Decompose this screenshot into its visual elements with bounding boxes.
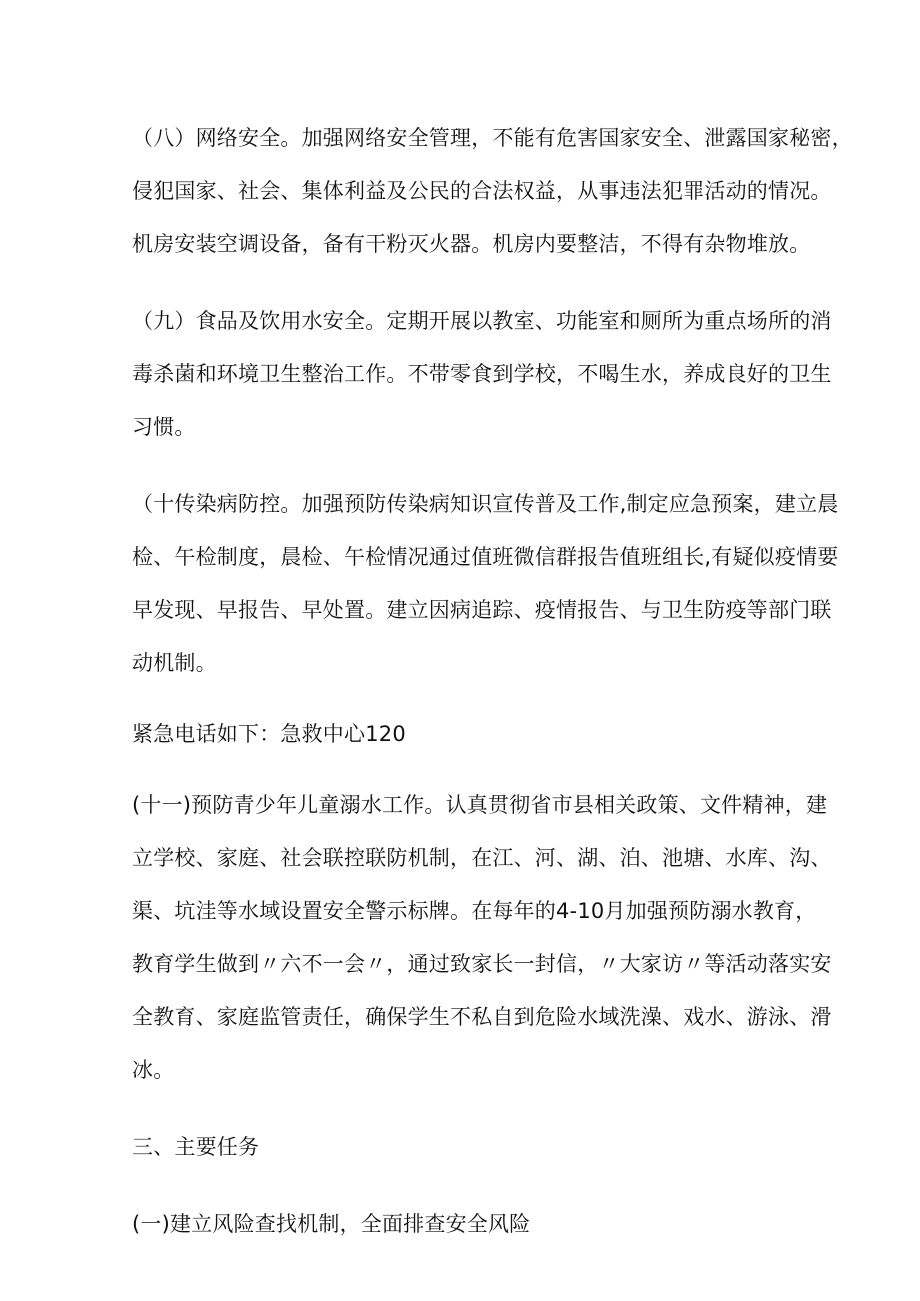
text-line: 冰。 bbox=[132, 1058, 175, 1082]
text-line: 教育学生做到〃六不一会〃，通过致家长一封信，〃大家访〃等活动落实安 bbox=[132, 952, 832, 976]
heading-text: (一)建立风险查找机制，全面排查安全风险 bbox=[132, 1212, 531, 1236]
text-line: 侵犯国家、社会、集体利益及公民的合法权益，从事违法犯罪活动的情况。 bbox=[132, 179, 832, 203]
paragraph-gap bbox=[132, 690, 822, 708]
text-line: 动机制。 bbox=[132, 651, 217, 675]
document-body bbox=[132, 112, 853, 1251]
paragraph-disease-control bbox=[132, 478, 839, 690]
text-line: 紧急电话如下：急救中心120 bbox=[132, 722, 406, 746]
subsection-heading-risk-mechanism bbox=[132, 1198, 822, 1251]
text-line: 全教育、家庭监管责任，确保学生不私自到危险水域洗澡、戏水、游泳、滑 bbox=[132, 1005, 832, 1029]
text-line: 渠、坑洼等水域设置安全警示标牌。在每年的4-10月加强预防溺水教育， bbox=[132, 899, 817, 923]
emergency-phone-line bbox=[132, 708, 822, 761]
text-line: （九）食品及饮用水安全。定期开展以教室、功能室和厕所为重点场所的消 bbox=[132, 309, 832, 333]
text-line: 机房安装空调设备，备有干粉灭火器。机房内要整洁，不得有杂物堆放。 bbox=[132, 232, 811, 256]
text-line: (十一)预防青少年儿童溺水工作。认真贯彻省市县相关政策、文件精神，建 bbox=[132, 793, 828, 817]
paragraph-gap bbox=[132, 1174, 822, 1198]
paragraph-gap bbox=[132, 1097, 822, 1121]
paragraph-gap bbox=[132, 271, 822, 295]
paragraph-drowning-prevention bbox=[132, 779, 832, 1097]
heading-text: 三、主要任务 bbox=[132, 1135, 260, 1159]
text-line: 立学校、家庭、社会联控联防机制，在江、河、湖、泊、池塘、水库、沟、 bbox=[132, 846, 832, 870]
text-line: （八）网络安全。加强网络安全管理，不能有危害国家安全、泄露国家秘密， bbox=[132, 126, 853, 150]
paragraph-food-water-safety bbox=[132, 295, 832, 454]
text-line: 习惯。 bbox=[132, 415, 196, 439]
text-line: 检、午检制度，晨检、午检情况通过值班微信群报告值班组长,有疑似疫情要 bbox=[132, 545, 839, 569]
text-line: 早发现、早报告、早处置。建立因病追踪、疫情报告、与卫生防疫等部门联 bbox=[132, 598, 832, 622]
paragraph-gap bbox=[132, 761, 822, 779]
section-heading-main-tasks bbox=[132, 1121, 822, 1174]
text-line: 毒杀菌和环境卫生整治工作。不带零食到学校，不喝生水，养成良好的卫生 bbox=[132, 362, 832, 386]
text-line: （十传染病防控。加强预防传染病知识宣传普及工作,制定应急预案，建立晨 bbox=[132, 492, 839, 516]
paragraph-network-security bbox=[132, 112, 853, 271]
paragraph-gap bbox=[132, 454, 822, 478]
